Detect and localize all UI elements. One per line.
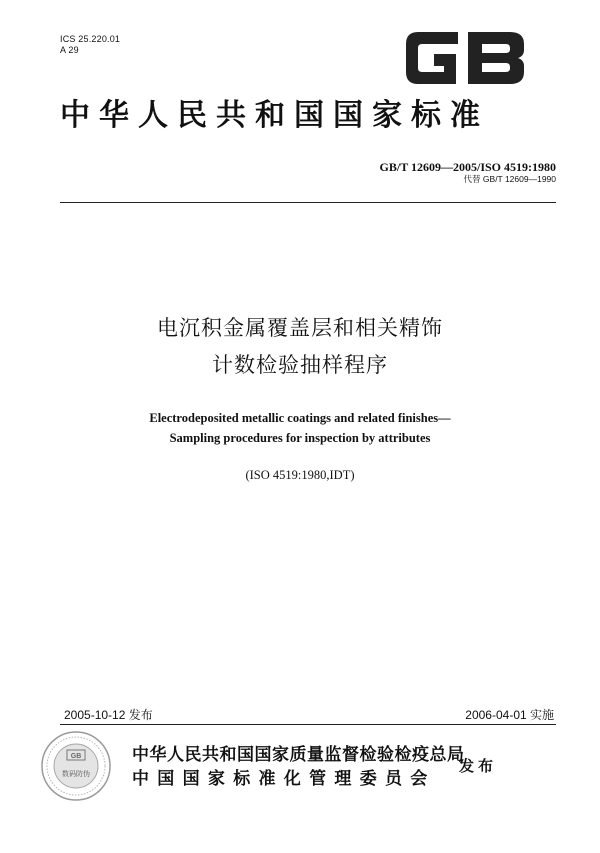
- top-divider: [60, 202, 556, 203]
- svg-text:数码防伪: 数码防伪: [62, 770, 90, 778]
- anti-counterfeit-seal: [38, 728, 114, 804]
- publish-label: 发布: [459, 757, 498, 775]
- issue-date: 2005-10-12 发布: [64, 708, 153, 722]
- document-title-en-line1: Electrodeposited metallic coatings and related finishes—: [149, 411, 451, 425]
- bottom-divider: [60, 724, 556, 725]
- ics-code: ICS 25.220.01: [60, 34, 121, 44]
- svg-text:GB: GB: [70, 753, 82, 760]
- issuer-sac: 中国国家标准化管理委员会: [132, 769, 436, 789]
- iso-reference: (ISO 4519:1980,IDT): [245, 468, 355, 482]
- implementation-date: 2006-04-01 实施: [465, 708, 554, 722]
- document-title-cn-line2: 计数检验抽样程序: [212, 353, 388, 377]
- document-title-cn-line1: 电沉积金属覆盖层和相关精饰: [157, 316, 443, 340]
- ccs-code: A 29: [60, 45, 79, 55]
- document-title-en-line2: Sampling procedures for inspection by attributes: [169, 431, 431, 445]
- replaces-note: 代替 GB/T 12609—1990: [463, 174, 556, 184]
- classification-codes: [60, 34, 120, 56]
- standard-number: GB/T 12609—2005/ISO 4519:1980: [379, 160, 556, 174]
- issuer-aqsiq: 中华人民共和国国家质量监督检验检疫总局: [132, 745, 465, 765]
- gb-logo: [400, 28, 530, 88]
- standard-title: 中华人民共和国国家标准: [60, 98, 489, 133]
